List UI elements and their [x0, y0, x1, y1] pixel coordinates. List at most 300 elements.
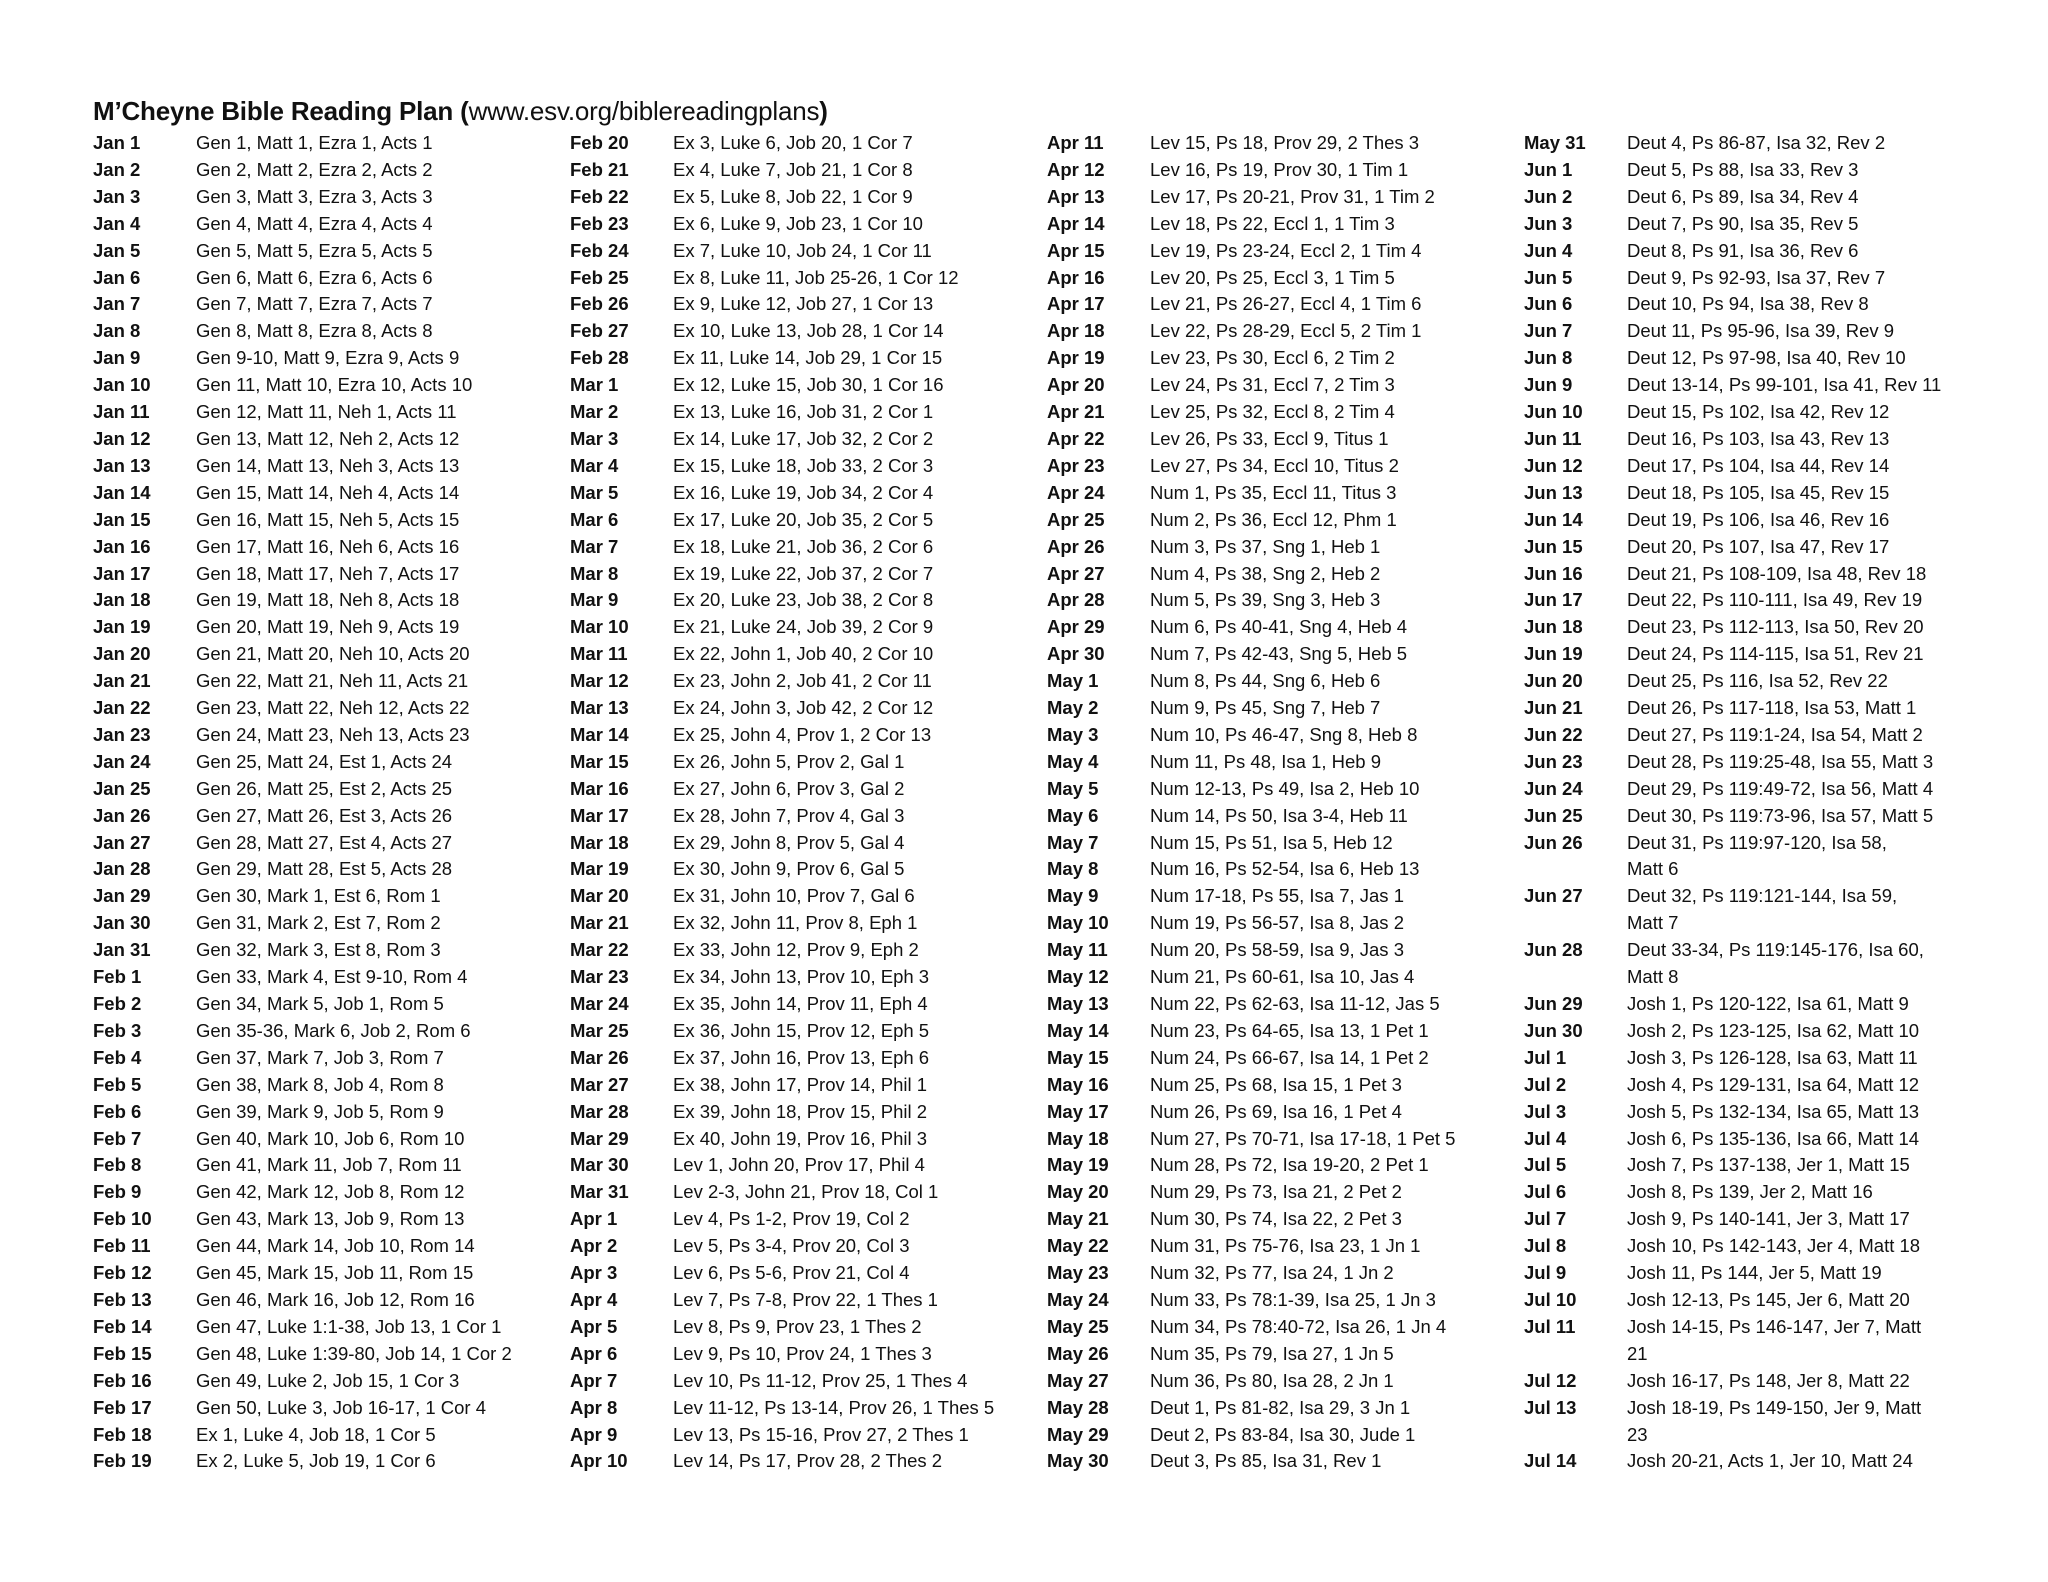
- schedule-row: [1047, 1206, 1517, 1233]
- schedule-row: [1047, 130, 1517, 157]
- reading-passages: Ex 28, John 7, Prov 4, Gal 3: [673, 804, 905, 826]
- reading-date: May 1: [1047, 670, 1099, 692]
- reading-passages: Gen 1, Matt 1, Ezra 1, Acts 1: [196, 132, 433, 153]
- schedule-row: [570, 318, 1040, 345]
- reading-passages: Ex 39, John 18, Prov 15, Phil 2: [673, 1100, 928, 1122]
- reading-passages: Lev 2-3, John 21, Prov 18, Col 1: [673, 1181, 939, 1203]
- reading-passages: Ex 3, Luke 6, Job 20, 1 Cor 7: [673, 132, 913, 153]
- reading-date: Jan 31: [93, 939, 151, 961]
- reading-date: May 24: [1047, 1288, 1109, 1310]
- reading-date: Apr 19: [1047, 347, 1105, 369]
- reading-passages: Num 15, Ps 51, Isa 5, Heb 12: [1150, 831, 1393, 853]
- schedule-row: [1047, 372, 1517, 399]
- reading-date: Feb 17: [93, 1396, 152, 1418]
- reading-passages: Gen 27, Matt 26, Est 3, Acts 26: [196, 804, 453, 826]
- schedule-row: [570, 1287, 1040, 1314]
- schedule-row: [1047, 1018, 1517, 1045]
- reading-date: Feb 8: [93, 1154, 142, 1176]
- reading-date: May 10: [1047, 912, 1109, 934]
- schedule-row: [1047, 830, 1517, 857]
- reading-date: Jan 27: [93, 831, 151, 853]
- schedule-row: [1047, 991, 1517, 1018]
- schedule-row: [1047, 1395, 1517, 1422]
- schedule-row: [93, 291, 563, 318]
- schedule-row: [1047, 534, 1517, 561]
- schedule-row: [570, 1045, 1040, 1072]
- schedule-row: [570, 480, 1040, 507]
- schedule-row: [93, 1314, 563, 1341]
- reading-date: Jun 27: [1524, 885, 1583, 907]
- schedule-row: [93, 1152, 563, 1179]
- reading-date: Feb 22: [570, 185, 629, 207]
- reading-date: May 9: [1047, 885, 1099, 907]
- reading-date: Jan 24: [93, 750, 151, 772]
- schedule-row: [93, 1233, 563, 1260]
- reading-date: Feb 10: [93, 1208, 152, 1230]
- reading-date: Mar 5: [570, 481, 619, 503]
- schedule-row: [1524, 1152, 1994, 1179]
- schedule-row: [570, 265, 1040, 292]
- reading-passages: Gen 11, Matt 10, Ezra 10, Acts 10: [196, 374, 473, 396]
- reading-passages: Deut 28, Ps 119:25-48, Isa 55, Matt 3: [1627, 750, 1934, 772]
- schedule-row: [1524, 587, 1994, 614]
- reading-passages: Num 3, Ps 37, Sng 1, Heb 1: [1150, 535, 1381, 557]
- reading-date: Jan 16: [93, 535, 151, 557]
- reading-passages: Josh 7, Ps 137-138, Jer 1, Matt 15: [1627, 1154, 1910, 1176]
- reading-passages: Gen 32, Mark 3, Est 8, Rom 3: [196, 939, 441, 961]
- reading-date: Apr 12: [1047, 158, 1105, 180]
- reading-passages: Ex 31, John 10, Prov 7, Gal 6: [673, 885, 915, 907]
- reading-passages: Deut 27, Ps 119:1-24, Isa 54, Matt 2: [1627, 723, 1923, 745]
- reading-passages: Deut 33-34, Ps 119:145-176, Isa 60, Matt 8: [1627, 939, 1924, 988]
- schedule-row: [570, 1126, 1040, 1153]
- schedule-row: [93, 265, 563, 292]
- reading-date: Jan 29: [93, 885, 151, 907]
- reading-passages: Gen 24, Matt 23, Neh 13, Acts 23: [196, 723, 470, 745]
- reading-date: May 18: [1047, 1127, 1109, 1149]
- reading-passages: Deut 31, Ps 119:97-120, Isa 58, Matt 6: [1627, 831, 1887, 880]
- reading-passages: Ex 15, Luke 18, Job 33, 2 Cor 3: [673, 454, 934, 476]
- reading-passages: Gen 50, Luke 3, Job 16-17, 1 Cor 4: [196, 1396, 487, 1418]
- reading-passages: Lev 1, John 20, Prov 17, Phil 4: [673, 1154, 925, 1176]
- schedule-row: [93, 749, 563, 776]
- schedule-row: [93, 1045, 563, 1072]
- reading-date: Jun 12: [1524, 454, 1583, 476]
- reading-date: Feb 27: [570, 320, 629, 342]
- reading-date: Feb 3: [93, 1019, 142, 1041]
- reading-date: Mar 8: [570, 562, 619, 584]
- reading-date: Mar 11: [570, 643, 628, 665]
- reading-date: Apr 2: [570, 1235, 618, 1257]
- reading-date: Apr 3: [570, 1262, 618, 1284]
- reading-passages: Num 2, Ps 36, Eccl 12, Phm 1: [1150, 508, 1397, 530]
- reading-passages: Ex 17, Luke 20, Job 35, 2 Cor 5: [673, 508, 934, 530]
- reading-passages: Gen 14, Matt 13, Neh 3, Acts 13: [196, 454, 460, 476]
- reading-passages: Num 35, Ps 79, Isa 27, 1 Jn 5: [1150, 1342, 1394, 1364]
- reading-date: Mar 10: [570, 616, 629, 638]
- reading-date: Jun 4: [1524, 239, 1573, 261]
- reading-date: Apr 5: [570, 1315, 618, 1337]
- reading-passages: Ex 27, John 6, Prov 3, Gal 2: [673, 777, 905, 799]
- schedule-row: [1047, 1179, 1517, 1206]
- reading-passages: Josh 16-17, Ps 148, Jer 8, Matt 22: [1627, 1369, 1910, 1391]
- schedule-row: [1524, 830, 1994, 884]
- reading-passages: Num 20, Ps 58-59, Isa 9, Jas 3: [1150, 939, 1404, 961]
- reading-date: Jan 22: [93, 697, 151, 719]
- reading-passages: Josh 9, Ps 140-141, Jer 3, Matt 17: [1627, 1208, 1910, 1230]
- reading-date: May 12: [1047, 966, 1109, 988]
- schedule-row: [570, 507, 1040, 534]
- reading-date: May 19: [1047, 1154, 1109, 1176]
- reading-passages: Deut 24, Ps 114-115, Isa 51, Rev 21: [1627, 643, 1924, 665]
- reading-date: Apr 7: [570, 1369, 618, 1391]
- schedule-row: [93, 1099, 563, 1126]
- schedule-row: [93, 561, 563, 588]
- reading-date: Mar 21: [570, 912, 629, 934]
- reading-date: Apr 25: [1047, 508, 1105, 530]
- schedule-row: [570, 856, 1040, 883]
- reading-passages: Deut 1, Ps 81-82, Isa 29, 3 Jn 1: [1150, 1396, 1411, 1418]
- reading-passages: Gen 4, Matt 4, Ezra 4, Acts 4: [196, 212, 433, 234]
- reading-passages: Gen 3, Matt 3, Ezra 3, Acts 3: [196, 185, 433, 207]
- reading-date: Jan 26: [93, 804, 151, 826]
- schedule-row: [1047, 722, 1517, 749]
- schedule-row: [570, 561, 1040, 588]
- reading-date: May 5: [1047, 777, 1099, 799]
- reading-date: Apr 9: [570, 1423, 618, 1445]
- reading-date: Jan 23: [93, 723, 151, 745]
- reading-passages: Deut 19, Ps 106, Isa 46, Rev 16: [1627, 508, 1890, 530]
- schedule-row: [570, 426, 1040, 453]
- schedule-row: [570, 534, 1040, 561]
- reading-date: Mar 18: [570, 831, 629, 853]
- reading-date: May 28: [1047, 1396, 1109, 1418]
- reading-date: Apr 20: [1047, 374, 1105, 396]
- reading-passages: Ex 37, John 16, Prov 13, Eph 6: [673, 1046, 930, 1068]
- schedule-row: [93, 1260, 563, 1287]
- schedule-row: [570, 695, 1040, 722]
- reading-passages: Gen 22, Matt 21, Neh 11, Acts 21: [196, 670, 469, 692]
- schedule-row: [93, 426, 563, 453]
- reading-passages: Ex 22, John 1, Job 40, 2 Cor 10: [673, 643, 934, 665]
- reading-passages: Ex 5, Luke 8, Job 22, 1 Cor 9: [673, 185, 913, 207]
- schedule-row: [1047, 641, 1517, 668]
- reading-passages: Ex 21, Luke 24, Job 39, 2 Cor 9: [673, 616, 934, 638]
- schedule-row: [93, 453, 563, 480]
- reading-passages: Deut 5, Ps 88, Isa 33, Rev 3: [1627, 158, 1859, 180]
- reading-passages: Gen 9-10, Matt 9, Ezra 9, Acts 9: [196, 347, 460, 369]
- schedule-row: [1047, 1422, 1517, 1449]
- schedule-row: [570, 1368, 1040, 1395]
- reading-passages: Josh 8, Ps 139, Jer 2, Matt 16: [1627, 1181, 1873, 1203]
- reading-passages: Ex 36, John 15, Prov 12, Eph 5: [673, 1019, 930, 1041]
- reading-date: May 22: [1047, 1235, 1109, 1257]
- reading-passages: Ex 4, Luke 7, Job 21, 1 Cor 8: [673, 158, 913, 180]
- schedule-row: [93, 1448, 563, 1475]
- schedule-row: [570, 211, 1040, 238]
- reading-passages: Deut 22, Ps 110-111, Isa 49, Rev 19: [1627, 589, 1923, 611]
- reading-passages: Deut 16, Ps 103, Isa 43, Rev 13: [1627, 427, 1890, 449]
- reading-date: May 8: [1047, 858, 1099, 880]
- schedule-row: [1047, 587, 1517, 614]
- schedule-row: [1047, 695, 1517, 722]
- reading-date: Jan 18: [93, 589, 151, 611]
- page-title: [93, 96, 828, 126]
- schedule-row: [1524, 614, 1994, 641]
- reading-passages: Gen 41, Mark 11, Job 7, Rom 11: [196, 1154, 462, 1176]
- schedule-row: [1524, 238, 1994, 265]
- schedule-row: [93, 399, 563, 426]
- schedule-row: [570, 345, 1040, 372]
- reading-date: Jan 9: [93, 347, 141, 369]
- schedule-row: [93, 1206, 563, 1233]
- reading-date: May 21: [1047, 1208, 1109, 1230]
- schedule-row: [1524, 1395, 1994, 1449]
- reading-passages: Lev 20, Ps 25, Eccl 3, 1 Tim 5: [1150, 266, 1395, 288]
- reading-passages: Ex 40, John 19, Prov 16, Phil 3: [673, 1127, 928, 1149]
- schedule-row: [93, 910, 563, 937]
- schedule-row: [570, 130, 1040, 157]
- schedule-row: [93, 130, 563, 157]
- schedule-row: [1524, 1179, 1994, 1206]
- reading-date: Jun 10: [1524, 401, 1583, 423]
- reading-passages: Deut 8, Ps 91, Isa 36, Rev 6: [1627, 239, 1859, 261]
- reading-date: Mar 23: [570, 966, 629, 988]
- schedule-row: [93, 372, 563, 399]
- reading-passages: Num 11, Ps 48, Isa 1, Heb 9: [1150, 750, 1382, 772]
- reading-date: Mar 26: [570, 1046, 629, 1068]
- reading-date: Jun 24: [1524, 777, 1583, 799]
- reading-passages: Ex 11, Luke 14, Job 29, 1 Cor 15: [673, 347, 943, 369]
- reading-date: Feb 23: [570, 212, 629, 234]
- reading-date: Jun 13: [1524, 481, 1583, 503]
- schedule-row: [570, 937, 1040, 964]
- schedule-row: [570, 1233, 1040, 1260]
- reading-passages: Gen 5, Matt 5, Ezra 5, Acts 5: [196, 239, 433, 261]
- schedule-row: [570, 641, 1040, 668]
- reading-passages: Gen 38, Mark 8, Job 4, Rom 8: [196, 1073, 444, 1095]
- schedule-row: [93, 1341, 563, 1368]
- reading-passages: Lev 21, Ps 26-27, Eccl 4, 1 Tim 6: [1150, 293, 1422, 315]
- schedule-row: [1524, 157, 1994, 184]
- schedule-row: [570, 722, 1040, 749]
- reading-passages: Ex 32, John 11, Prov 8, Eph 1: [673, 912, 918, 934]
- reading-passages: Ex 6, Luke 9, Job 23, 1 Cor 10: [673, 212, 923, 234]
- reading-date: Feb 1: [93, 966, 142, 988]
- schedule-row: [1524, 130, 1994, 157]
- reading-date: Mar 30: [570, 1154, 629, 1176]
- schedule-row: [1524, 803, 1994, 830]
- reading-passages: Num 23, Ps 64-65, Isa 13, 1 Pet 1: [1150, 1019, 1429, 1041]
- reading-date: Mar 4: [570, 454, 619, 476]
- schedule-row: [93, 1368, 563, 1395]
- reading-date: Jan 17: [93, 562, 151, 584]
- reading-date: May 6: [1047, 804, 1099, 826]
- schedule-row: [1047, 211, 1517, 238]
- schedule-row: [1047, 1152, 1517, 1179]
- reading-passages: Lev 18, Ps 22, Eccl 1, 1 Tim 3: [1150, 212, 1395, 234]
- schedule-row: [1047, 1072, 1517, 1099]
- schedule-row: [1047, 265, 1517, 292]
- reading-date: Jul 11: [1524, 1315, 1576, 1337]
- reading-date: Jun 23: [1524, 750, 1583, 772]
- schedule-row: [93, 238, 563, 265]
- schedule-row: [570, 1152, 1040, 1179]
- reading-passages: Lev 13, Ps 15-16, Prov 27, 2 Thes 1: [673, 1423, 969, 1445]
- reading-date: Mar 2: [570, 401, 619, 423]
- reading-passages: Gen 7, Matt 7, Ezra 7, Acts 7: [196, 293, 433, 315]
- reading-date: Apr 1: [570, 1208, 618, 1230]
- schedule-row: [570, 1206, 1040, 1233]
- schedule-row: [1047, 507, 1517, 534]
- schedule-row: [93, 534, 563, 561]
- schedule-row: [93, 1126, 563, 1153]
- reading-passages: Josh 5, Ps 132-134, Isa 65, Matt 13: [1627, 1100, 1920, 1122]
- schedule-row: [1047, 238, 1517, 265]
- reading-date: May 2: [1047, 697, 1099, 719]
- schedule-row: [93, 1072, 563, 1099]
- reading-date: Mar 22: [570, 939, 629, 961]
- reading-passages: Lev 16, Ps 19, Prov 30, 1 Tim 1: [1150, 158, 1409, 180]
- schedule-row: [1047, 1045, 1517, 1072]
- reading-passages: Ex 18, Luke 21, Job 36, 2 Cor 6: [673, 535, 934, 557]
- schedule-row: [93, 776, 563, 803]
- reading-date: Jun 6: [1524, 293, 1573, 315]
- reading-date: Mar 19: [570, 858, 629, 880]
- reading-passages: Deut 4, Ps 86-87, Isa 32, Rev 2: [1627, 132, 1886, 153]
- schedule-row: [570, 1018, 1040, 1045]
- reading-date: Jul 12: [1524, 1369, 1577, 1391]
- schedule-row: [1047, 453, 1517, 480]
- reading-passages: Num 4, Ps 38, Sng 2, Heb 2: [1150, 562, 1381, 584]
- reading-date: Jan 1: [93, 132, 141, 153]
- schedule-column-1: [93, 130, 563, 1475]
- reading-date: Mar 17: [570, 804, 629, 826]
- schedule-row: [1047, 614, 1517, 641]
- reading-passages: Gen 28, Matt 27, Est 4, Acts 27: [196, 831, 453, 853]
- reading-date: Mar 12: [570, 670, 629, 692]
- reading-passages: Ex 33, John 12, Prov 9, Eph 2: [673, 939, 919, 961]
- schedule-row: [1524, 1448, 1994, 1475]
- reading-passages: Gen 44, Mark 14, Job 10, Rom 14: [196, 1235, 475, 1257]
- reading-passages: Lev 14, Ps 17, Prov 28, 2 Thes 2: [673, 1450, 943, 1472]
- schedule-row: [1047, 937, 1517, 964]
- reading-date: Jan 14: [93, 481, 151, 503]
- reading-date: Feb 11: [93, 1235, 151, 1257]
- reading-passages: Gen 26, Matt 25, Est 2, Acts 25: [196, 777, 453, 799]
- reading-date: Feb 14: [93, 1315, 152, 1337]
- reading-passages: Lev 23, Ps 30, Eccl 6, 2 Tim 2: [1150, 347, 1395, 369]
- reading-date: May 30: [1047, 1450, 1109, 1472]
- reading-passages: Lev 5, Ps 3-4, Prov 20, Col 3: [673, 1235, 910, 1257]
- schedule-row: [570, 1072, 1040, 1099]
- schedule-row: [1524, 883, 1994, 937]
- schedule-row: [1524, 937, 1994, 991]
- reading-passages: Josh 6, Ps 135-136, Isa 66, Matt 14: [1627, 1127, 1920, 1149]
- reading-date: Jan 20: [93, 643, 151, 665]
- reading-passages: Deut 17, Ps 104, Isa 44, Rev 14: [1627, 454, 1890, 476]
- schedule-row: [93, 1395, 563, 1422]
- reading-date: May 23: [1047, 1262, 1109, 1284]
- reading-passages: Gen 42, Mark 12, Job 8, Rom 12: [196, 1181, 465, 1203]
- schedule-row: [570, 1099, 1040, 1126]
- reading-date: Mar 28: [570, 1100, 629, 1122]
- reading-date: Feb 25: [570, 266, 629, 288]
- schedule-row: [1524, 1018, 1994, 1045]
- plan-title-close: ): [819, 96, 828, 126]
- schedule-row: [570, 291, 1040, 318]
- reading-passages: Gen 35-36, Mark 6, Job 2, Rom 6: [196, 1019, 471, 1041]
- reading-date: Apr 26: [1047, 535, 1105, 557]
- reading-date: Mar 15: [570, 750, 629, 772]
- schedule-row: [1047, 1287, 1517, 1314]
- schedule-column-4: [1524, 130, 1994, 1475]
- reading-date: Apr 22: [1047, 427, 1105, 449]
- schedule-row: [1524, 1206, 1994, 1233]
- reading-date: May 3: [1047, 723, 1099, 745]
- reading-passages: Gen 2, Matt 2, Ezra 2, Acts 2: [196, 158, 433, 180]
- reading-passages: Ex 24, John 3, Job 42, 2 Cor 12: [673, 697, 934, 719]
- reading-passages: Num 28, Ps 72, Isa 19-20, 2 Pet 1: [1150, 1154, 1429, 1176]
- reading-passages: Josh 4, Ps 129-131, Isa 64, Matt 12: [1627, 1073, 1920, 1095]
- reading-date: Feb 2: [93, 993, 142, 1014]
- reading-date: Mar 27: [570, 1073, 629, 1095]
- reading-date: Apr 15: [1047, 239, 1105, 261]
- reading-passages: Lev 11-12, Ps 13-14, Prov 26, 1 Thes 5: [673, 1396, 995, 1418]
- reading-passages: Ex 25, John 4, Prov 1, 2 Cor 13: [673, 723, 932, 745]
- reading-passages: Num 1, Ps 35, Eccl 11, Titus 3: [1150, 481, 1397, 503]
- schedule-row: [570, 803, 1040, 830]
- reading-passages: Gen 48, Luke 1:39-80, Job 14, 1 Cor 2: [196, 1342, 512, 1364]
- schedule-row: [1524, 399, 1994, 426]
- reading-passages: Deut 10, Ps 94, Isa 38, Rev 8: [1627, 293, 1869, 315]
- reading-passages: Num 32, Ps 77, Isa 24, 1 Jn 2: [1150, 1262, 1394, 1284]
- reading-date: Apr 10: [570, 1450, 628, 1472]
- reading-passages: Gen 16, Matt 15, Neh 5, Acts 15: [196, 508, 460, 530]
- schedule-row: [1524, 1368, 1994, 1395]
- reading-passages: Ex 29, John 8, Prov 5, Gal 4: [673, 831, 905, 853]
- schedule-row: [93, 668, 563, 695]
- schedule-row: [1047, 803, 1517, 830]
- schedule-row: [570, 1314, 1040, 1341]
- reading-passages: Gen 49, Luke 2, Job 15, 1 Cor 3: [196, 1369, 460, 1391]
- reading-passages: Lev 7, Ps 7-8, Prov 22, 1 Thes 1: [673, 1288, 938, 1310]
- schedule-row: [93, 1422, 563, 1449]
- reading-date: Apr 16: [1047, 266, 1105, 288]
- reading-date: Feb 12: [93, 1262, 152, 1284]
- reading-passages: Num 36, Ps 80, Isa 28, 2 Jn 1: [1150, 1369, 1394, 1391]
- reading-date: Mar 3: [570, 427, 619, 449]
- schedule-row: [93, 964, 563, 991]
- reading-date: Jun 1: [1524, 158, 1573, 180]
- schedule-row: [1524, 372, 1994, 399]
- schedule-row: [1524, 1260, 1994, 1287]
- reading-date: Mar 14: [570, 723, 629, 745]
- reading-date: Feb 15: [93, 1342, 152, 1364]
- schedule-row: [1047, 426, 1517, 453]
- reading-date: Feb 26: [570, 293, 629, 315]
- schedule-row: [1524, 211, 1994, 238]
- schedule-row: [570, 776, 1040, 803]
- reading-date: Apr 21: [1047, 401, 1105, 423]
- reading-passages: Deut 13-14, Ps 99-101, Isa 41, Rev 11: [1627, 374, 1942, 396]
- reading-passages: Ex 23, John 2, Job 41, 2 Cor 11: [673, 670, 932, 692]
- reading-passages: Num 10, Ps 46-47, Sng 8, Heb 8: [1150, 723, 1418, 745]
- reading-date: Jan 5: [93, 239, 141, 261]
- reading-passages: Lev 22, Ps 28-29, Eccl 5, 2 Tim 1: [1150, 320, 1422, 342]
- schedule-row: [93, 587, 563, 614]
- reading-passages: Deut 29, Ps 119:49-72, Isa 56, Matt 4: [1627, 777, 1934, 799]
